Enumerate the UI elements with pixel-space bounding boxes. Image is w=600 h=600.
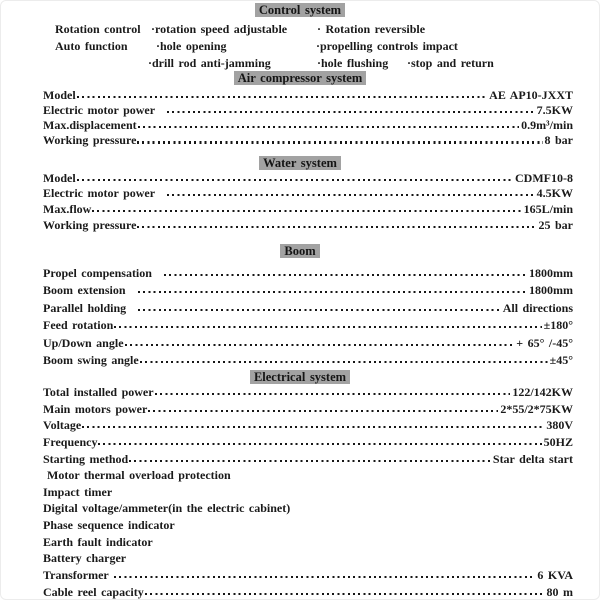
- spec-label: Working pressure: [43, 217, 137, 232]
- spec-value: ±45°: [549, 353, 573, 367]
- control-item: Auto function: [55, 39, 128, 53]
- spec-label: Voltage: [43, 418, 82, 433]
- section-title-electrical: Electrical system: [250, 370, 350, 384]
- spec-row: [43, 452, 573, 469]
- spec-label: Digital voltage/ammeter(in the electric cabinet): [43, 501, 291, 516]
- spec-label: Transformer: [43, 568, 109, 583]
- spec-row: [43, 435, 573, 452]
- section-header-control: [1, 3, 599, 17]
- control-row: [1, 56, 599, 70]
- spec-row: [43, 385, 573, 402]
- spec-value: All directions: [502, 300, 573, 315]
- section-header-water: [1, 156, 599, 170]
- dot-leader: [125, 344, 515, 346]
- spec-row: [43, 218, 573, 234]
- dot-leader: [138, 126, 519, 128]
- spec-row: [43, 402, 573, 419]
- control-item: · Rotation reversible: [317, 22, 426, 36]
- spec-value: 122/142KW: [512, 385, 573, 399]
- spec-value: AE AP10-JXXT: [489, 87, 573, 102]
- spec-row: [43, 171, 573, 187]
- dot-leader: [77, 179, 513, 181]
- section-header-boom: [1, 244, 599, 258]
- control-item: ·drill rod anti-jamming: [148, 56, 271, 70]
- section-title-air-compressor: Air compressor system: [234, 71, 367, 85]
- control-item: Rotation control: [55, 22, 141, 36]
- control-item: ·stop and return: [407, 56, 494, 70]
- spec-label: Motor thermal overload protection: [47, 468, 231, 483]
- spec-label: Working pressure: [43, 133, 137, 148]
- spec-value: Star delta start: [492, 451, 573, 466]
- control-item: ·hole flushing: [317, 56, 389, 70]
- spec-value: 1800mm: [529, 265, 573, 280]
- spec-value: CDMF10-8: [515, 170, 573, 185]
- dot-leader: [137, 226, 536, 228]
- water-rows: [43, 171, 573, 234]
- spec-label: Boom swing angle: [43, 353, 139, 367]
- spec-row: [43, 318, 573, 336]
- spec-value: 380V: [546, 418, 573, 433]
- control-item: ·rotation speed adjustable: [151, 22, 288, 36]
- dot-leader: [129, 460, 491, 462]
- spec-row: [43, 88, 573, 103]
- dot-leader: [114, 326, 541, 328]
- spec-value: 165L/min: [523, 201, 573, 216]
- spec-row: [43, 301, 573, 319]
- spec-row: [43, 266, 573, 284]
- spec-value: 4.5KW: [536, 186, 573, 201]
- spec-row: [43, 353, 573, 371]
- dot-leader: [164, 274, 527, 276]
- spec-row: [43, 283, 573, 301]
- dot-leader: [167, 194, 535, 196]
- spec-label: Model: [43, 87, 76, 102]
- spec-label: Feed rotation: [43, 318, 114, 332]
- spec-label: Frequency: [43, 434, 98, 449]
- dot-leader: [137, 141, 542, 143]
- spec-value: 2*55/2*75KW: [500, 401, 573, 416]
- spec-value: 6 KVA: [537, 568, 573, 583]
- spec-label: Up/Down angle: [43, 335, 124, 350]
- control-item: ·propelling controls impact: [316, 39, 458, 53]
- dot-leader: [145, 593, 545, 595]
- dot-leader: [77, 96, 487, 98]
- section-header-electrical: [1, 370, 599, 384]
- spec-value: ±180°: [543, 318, 573, 332]
- spec-row: [43, 133, 573, 148]
- spec-label: Impact timer: [43, 484, 113, 499]
- spec-value: 0.9m³/min: [521, 118, 573, 133]
- spec-value: 1800mm: [529, 283, 573, 297]
- dot-leader: [148, 410, 498, 412]
- spec-label: Battery charger: [43, 551, 127, 566]
- dot-leader: [167, 111, 535, 113]
- spec-label: Earth fault indicator: [43, 534, 153, 549]
- dot-leader: [114, 576, 536, 578]
- spec-row: [43, 551, 573, 568]
- spec-row: [43, 336, 573, 354]
- section-header-air-compressor: [1, 71, 599, 85]
- spec-label: Boom extension: [43, 283, 126, 297]
- spec-label: Phase sequence indicator: [43, 518, 175, 533]
- spec-row: [43, 568, 573, 585]
- spec-row: [43, 103, 573, 118]
- spec-label: Cable reel capacity: [43, 584, 144, 599]
- spec-value: 7.5KW: [536, 102, 573, 117]
- spec-row: [43, 468, 573, 485]
- section-title-water: Water system: [259, 156, 341, 170]
- spec-value: 25 bar: [538, 217, 573, 232]
- spec-value: 8 bar: [544, 133, 573, 148]
- spec-label: Propel compensation: [43, 265, 152, 280]
- spec-label: Total installed power: [43, 385, 154, 399]
- spec-label: Main motors power: [43, 401, 148, 416]
- electrical-rows: [43, 385, 573, 600]
- control-item: ·hole opening: [156, 39, 227, 53]
- spec-row: [43, 118, 573, 133]
- dot-leader: [82, 426, 544, 428]
- air-compressor-rows: [43, 88, 573, 149]
- spec-row: [43, 501, 573, 518]
- spec-row: [43, 186, 573, 202]
- spec-label: Electric motor power: [43, 102, 156, 117]
- spec-label: Starting method: [43, 451, 129, 466]
- dot-leader: [138, 309, 501, 311]
- dot-leader: [98, 443, 541, 445]
- spec-value: 80 m: [546, 584, 573, 599]
- spec-value: + 65° /-45°: [516, 335, 573, 350]
- dot-leader: [155, 393, 511, 395]
- spec-row: [43, 418, 573, 435]
- section-title-boom: Boom: [280, 244, 319, 258]
- spec-row: [43, 535, 573, 552]
- boom-rows: [43, 266, 573, 371]
- spec-label: Electric motor power: [43, 186, 156, 201]
- spec-value: 50HZ: [543, 434, 573, 449]
- spec-label: Max.displacement: [43, 118, 137, 133]
- spec-row: [43, 585, 573, 600]
- spec-row: [43, 518, 573, 535]
- spec-label: Max.flow: [43, 201, 92, 216]
- spec-row: [43, 202, 573, 218]
- section-title-control: Control system: [255, 3, 345, 17]
- spec-label: Parallel holding: [43, 300, 127, 315]
- dot-leader: [138, 291, 528, 293]
- spec-label: Model: [43, 170, 76, 185]
- dot-leader: [92, 210, 521, 212]
- control-row: [1, 22, 599, 36]
- dot-leader: [140, 361, 548, 363]
- spec-row: [43, 485, 573, 502]
- control-row: [1, 39, 599, 53]
